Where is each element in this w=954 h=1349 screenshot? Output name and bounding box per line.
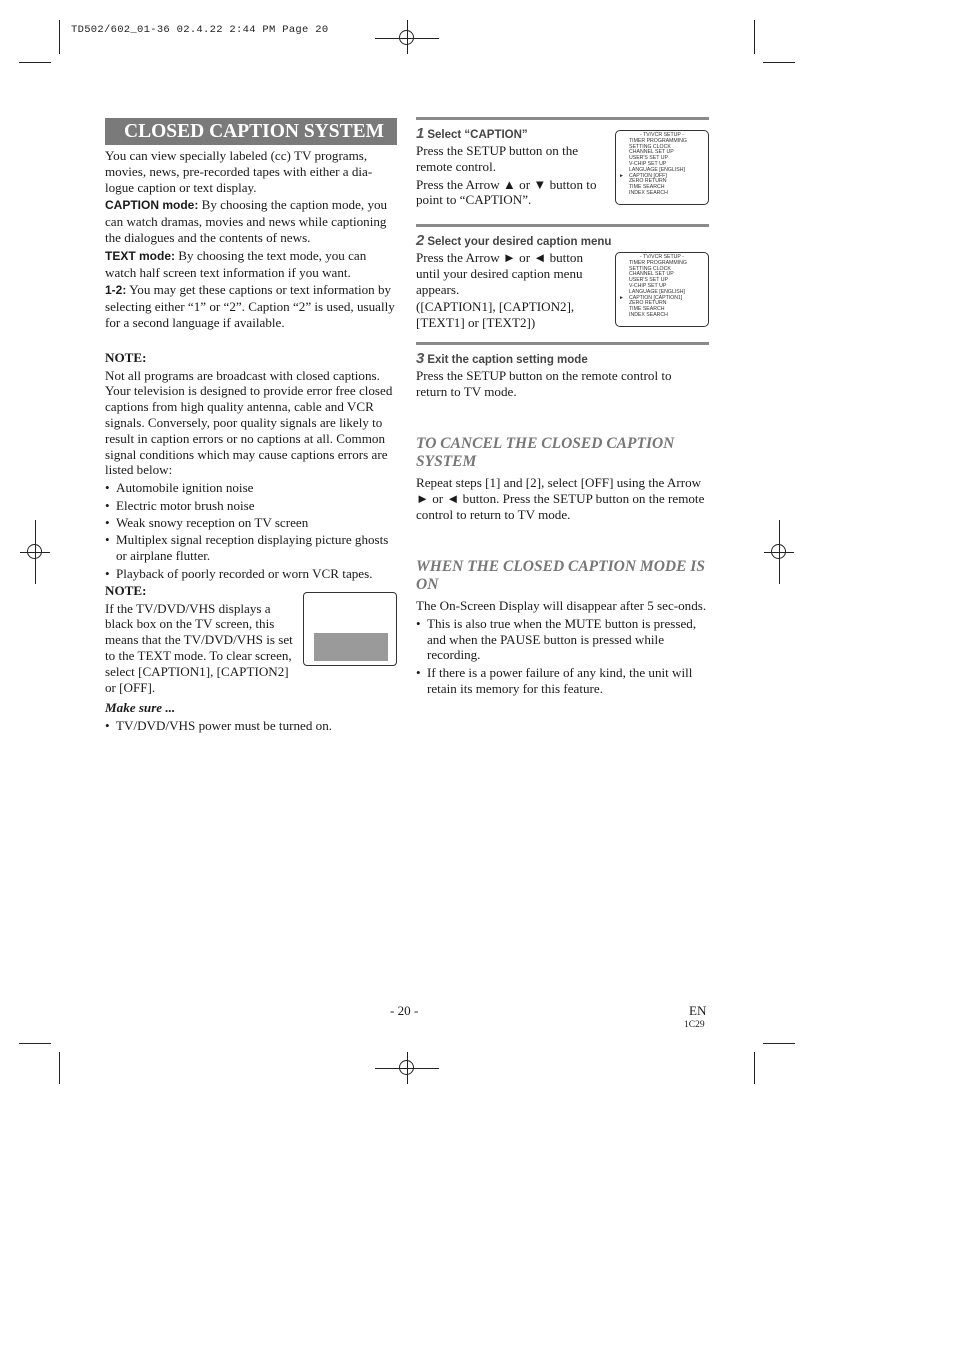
step-paragraph: ([CAPTION1], [CAPTION2], [TEXT1] or [TEXT2]) — [416, 299, 575, 331]
page-number: - 20 - — [390, 1003, 419, 1018]
note-paragraph: If the TV/DVD/VHS displays a black box on the TV screen, this means that the TV/DVD/VHS is set to the TEXT mode. To clear screen, select [CAPTION1], [CAPTION2] or [OFF]. — [105, 600, 293, 695]
cancel-paragraph: Repeat steps [1] and [2], select [OFF] using the Arrow ► or ◄ button. Press the SETUP button on the remote control to return to TV mode. — [416, 475, 705, 522]
list-item: • TV/DVD/VHS power must be turned on. — [105, 718, 398, 734]
when-on-list — [416, 616, 709, 697]
step-paragraph: Press the SETUP button on the remote control. — [416, 143, 579, 174]
crop-mark — [19, 62, 51, 63]
step-title: Select “CAPTION” — [427, 129, 528, 141]
menu-line: CHANNEL SET UP — [629, 271, 674, 278]
caption-mode-paragraph — [105, 197, 398, 245]
menu-line: V-CHIP SET UP — [629, 282, 667, 289]
caption-mode-text: By choosing the caption mode, you can watch dramas, movies and news while captioning the dialogues and the contents of news. — [105, 197, 388, 245]
menu-line: LANGUAGE [ENGLISH] — [629, 166, 685, 173]
step-paragraph: Press the Arrow ► or ◄ button until your desired caption menu appears. — [416, 250, 584, 297]
menu-line: TIMER PROGRAMMING — [629, 137, 687, 144]
one-two-text: You may get these captions or text information by selecting either “1” or “2”. Caption “2” is used, usually for a second language if available. — [105, 282, 395, 330]
step-number: 2 — [416, 232, 425, 249]
cancel-heading: TO CANCEL THE CLOSED CAPTION SYSTEM — [416, 435, 675, 470]
menu-line: ZERO RETURN — [629, 300, 667, 307]
document-code: 1C29 — [684, 1020, 705, 1030]
step-heading — [416, 232, 709, 249]
make-sure-heading: Make sure ... — [105, 700, 176, 716]
list-item: • This is also true when the MUTE button is pressed, and when the PAUSE button is pressed while recording. — [416, 616, 709, 663]
note-paragraph: Not all programs are broadcast with closed captions. Your television is designed to provide error free closed captions from high quality antenna, cable and VCR signals. Conversely, poor quality signals are likely to result in caption errors or no captions at all. Common signal conditions which may cause captions errors are listed below: — [105, 367, 393, 478]
when-on-heading: WHEN THE CLOSED CAPTION MODE IS ON — [416, 558, 705, 593]
registration-line — [407, 20, 408, 54]
crop-mark — [19, 1043, 51, 1044]
step-paragraph: Press the SETUP button on the remote control to return to TV mode. — [416, 368, 672, 399]
make-sure-list — [105, 718, 398, 734]
crop-mark — [763, 1043, 795, 1044]
step-heading — [416, 350, 709, 367]
step-body — [416, 250, 602, 331]
menu-line: USER'S SET UP — [629, 155, 668, 162]
step-number: 1 — [416, 125, 425, 142]
menu-line: SETTING CLOCK — [629, 265, 671, 272]
list-item: • Automobile ignition noise — [105, 480, 398, 496]
list-item: • Playback of poorly recorded or worn VCR tapes. — [105, 566, 398, 582]
menu-title: - TV/VCR SETUP - — [640, 254, 684, 260]
step-rule — [416, 117, 709, 120]
when-on-paragraph: The On-Screen Display will disappear after 5 sec-onds. — [416, 598, 707, 613]
step-body — [416, 143, 606, 208]
registration-line — [779, 520, 780, 584]
menu-line: ZERO RETURN — [629, 178, 667, 185]
step-body — [416, 368, 696, 400]
menu-line: V-CHIP SET UP — [629, 160, 667, 167]
on-screen-menu-illustration — [615, 252, 709, 327]
step-title: Exit the caption setting mode — [427, 354, 588, 366]
menu-line: INDEX SEARCH — [629, 311, 668, 318]
text-mode-label: TEXT mode: — [105, 248, 176, 263]
note-heading: NOTE: — [105, 582, 147, 598]
menu-line: TIMER PROGRAMMING — [629, 259, 687, 266]
caption-mode-label: CAPTION mode: — [105, 198, 199, 213]
on-screen-menu-illustration — [615, 130, 709, 205]
menu-line: SETTING CLOCK — [629, 143, 671, 150]
menu-line: TIME SEARCH — [629, 184, 665, 191]
menu-line-selected: ► CAPTION [OFF] — [616, 174, 708, 180]
menu-line-selected: ► CAPTION [CAPTION1] — [616, 296, 708, 302]
black-box-illustration — [314, 633, 388, 661]
step-paragraph: Press the Arrow ▲ or ▼ button to point to “CAPTION”. — [416, 176, 597, 208]
list-item: • Multiplex signal reception displaying picture ghosts or airplane flutter. — [105, 532, 398, 564]
one-two-label: 1-2: — [105, 283, 127, 298]
crop-mark — [59, 20, 60, 54]
list-item: • If there is a power failure of any kind, the unit will retain its memory for this feature. — [416, 665, 709, 697]
text-mode-text: By choosing the text mode, you can watch half screen text information if you want. — [105, 247, 367, 280]
tv-screen-illustration — [303, 592, 397, 666]
menu-line: INDEX SEARCH — [629, 189, 668, 196]
menu-title: - TV/VCR SETUP - — [640, 132, 684, 138]
crop-mark — [754, 20, 755, 54]
text-mode-paragraph — [105, 248, 398, 281]
step-rule — [416, 224, 709, 227]
registration-line — [407, 1052, 408, 1084]
crop-mark — [763, 62, 795, 63]
step-title: Select your desired caption menu — [427, 236, 612, 248]
one-two-paragraph — [105, 282, 398, 330]
signal-issue-list — [105, 480, 398, 581]
menu-line: CHANNEL SET UP — [629, 149, 674, 156]
step-rule — [416, 342, 709, 345]
crop-mark — [754, 1052, 755, 1084]
list-item: • Weak snowy reception on TV screen — [105, 515, 398, 531]
note-heading: NOTE: — [105, 349, 147, 365]
list-item: • Electric motor brush noise — [105, 498, 398, 514]
step-3 — [416, 342, 709, 400]
menu-line: USER'S SET UP — [629, 277, 668, 284]
menu-line: TIME SEARCH — [629, 306, 665, 313]
registration-line — [35, 520, 36, 584]
crop-mark — [59, 1052, 60, 1084]
print-slug: TD502/602_01-36 02.4.22 2:44 PM Page 20 — [71, 24, 329, 36]
menu-line: LANGUAGE [ENGLISH] — [629, 288, 685, 295]
cancel-section — [416, 435, 709, 522]
intro-paragraph: You can view specially labeled (cc) TV programs, movies, news, pre-recorded tapes with either a dia-logue caption or text display. — [105, 148, 373, 195]
step-number: 3 — [416, 350, 425, 367]
when-on-section — [416, 558, 709, 698]
language-code: EN — [689, 1003, 707, 1018]
page-title: CLOSED CAPTION SYSTEM — [105, 118, 397, 145]
